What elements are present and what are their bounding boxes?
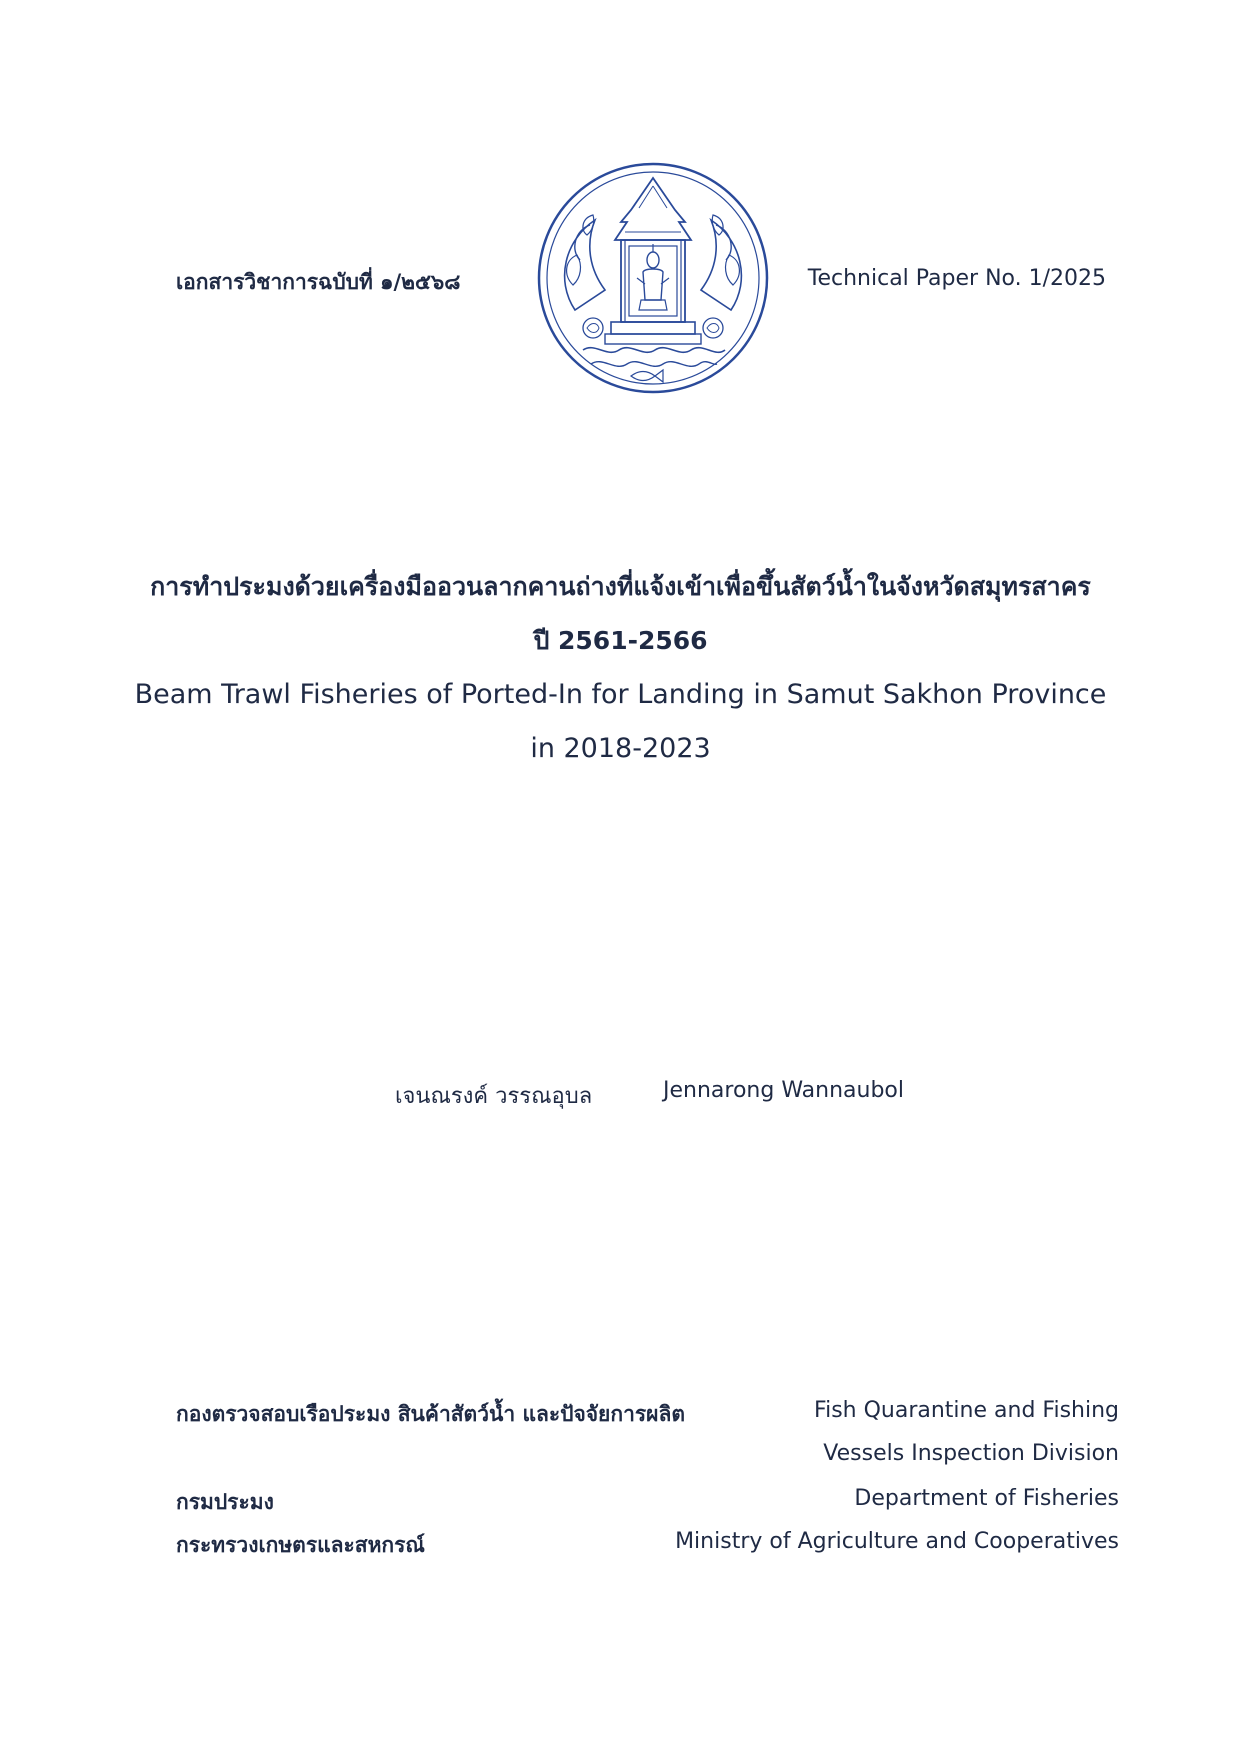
department-name-english: Department of Fisheries (854, 1486, 1119, 1511)
author-name-english: Jennarong Wannaubol (663, 1078, 904, 1103)
author-name-thai: เจนณรงค์ วรรณอุบล (395, 1084, 593, 1109)
division-name-english-line-1: Fish Quarantine and Fishing (814, 1398, 1119, 1423)
document-number-english: Technical Paper No. 1/2025 (807, 266, 1106, 291)
department-seal-emblem (535, 160, 771, 396)
title-english-line-1: Beam Trawl Fisheries of Ported-In for Landing in Samut Sakhon Province (134, 679, 1107, 710)
division-name-thai: กองตรวจสอบเรือประมง สินค้าสัตว์น้ำ และปัจจัยการผลิต (176, 1402, 685, 1426)
ministry-name-english: Ministry of Agriculture and Cooperatives (675, 1529, 1119, 1554)
document-title (100, 560, 1141, 776)
ministry-name-thai: กระทรวงเกษตรและสหกรณ์ (176, 1533, 425, 1557)
title-thai-line-2: ปี 2561-2566 (533, 626, 708, 655)
title-english-line-2: in 2018-2023 (530, 733, 711, 764)
division-name-english-line-2: Vessels Inspection Division (823, 1441, 1119, 1466)
document-number-thai: เอกสารวิชาการฉบับที่ ๑/๒๕๖๘ (176, 270, 461, 294)
department-name-thai: กรมประมง (176, 1490, 274, 1514)
title-thai-line-1: การทำประมงด้วยเครื่องมืออวนลากคานถ่างที่แจ้งเข้าเพื่อขึ้นสัตว์น้ำในจังหวัดสมุทรสาคร (150, 572, 1091, 601)
